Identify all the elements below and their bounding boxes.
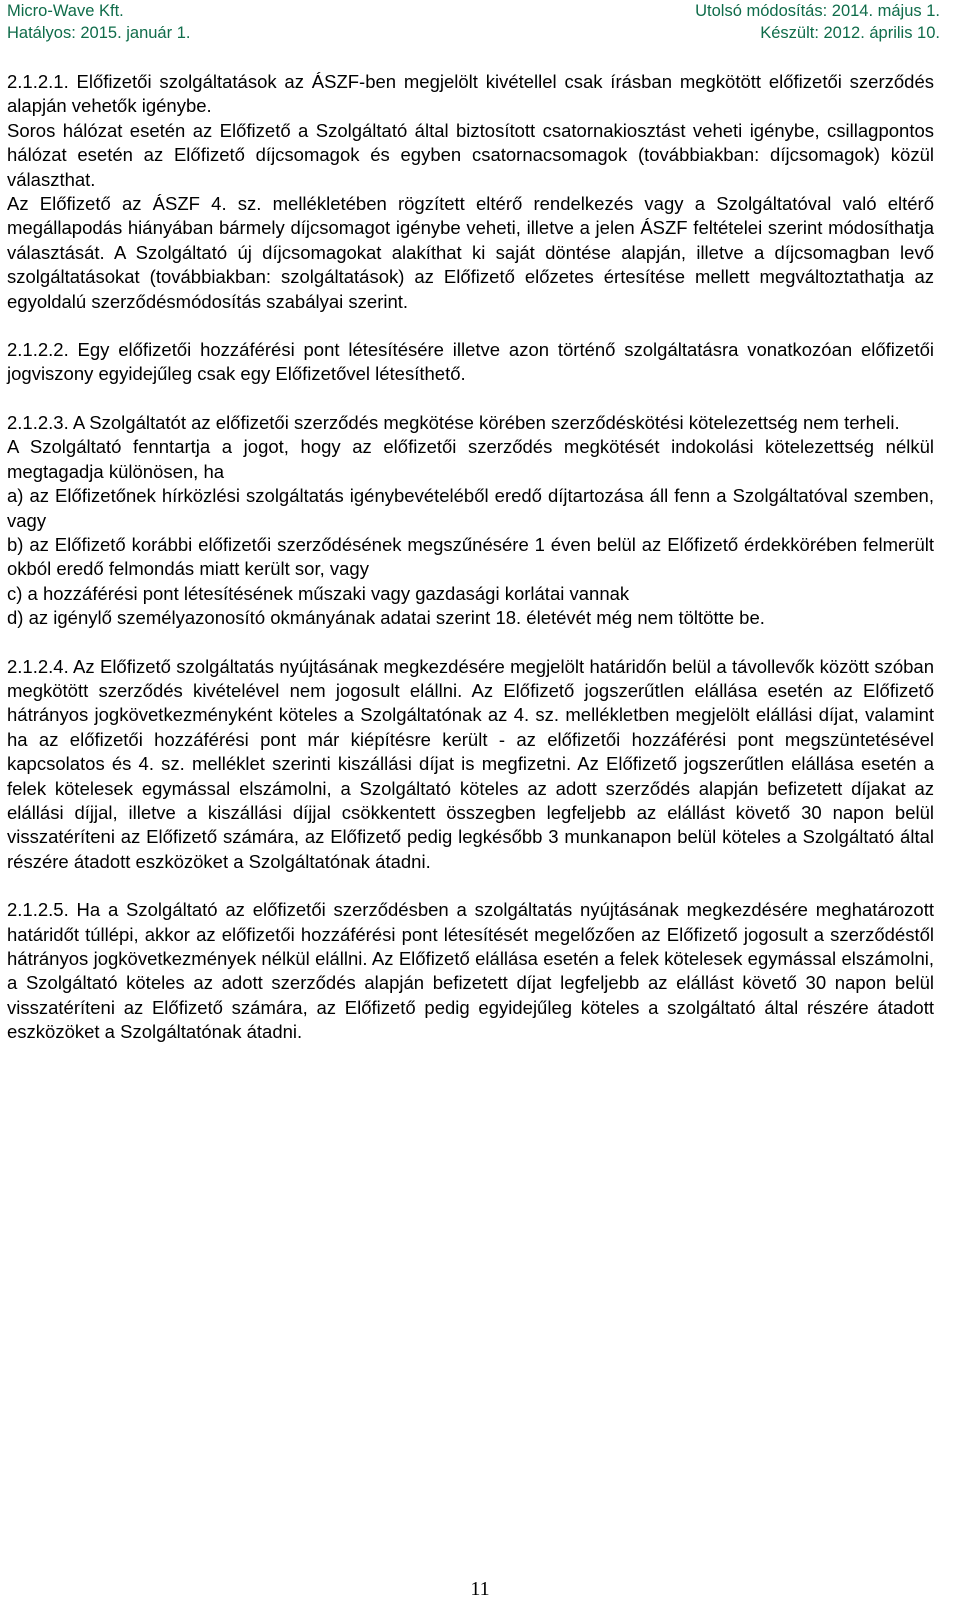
- paragraph: 2.1.2.4. Az Előfizető szolgáltatás nyújtásának megkezdésére megjelölt határidőn belül a távollevők között szóban megkötött szerződés kivételével nem jogosult elállni. Az Előfizető jogszerűtlen elállása esetén az Előfizető hátrányos jogkövetkezményként köteles a Szolgáltatónak az 4. sz. mellékletben megjelölt elállási díjat, valamint ha az előfizetői hozzáférési pont már kiépítésre került - az előfizetői hozzáférési pont megszüntetésével kapcsolatos és 4. sz. melléklet szerinti kiszállási díjat is megfizetni. Az Előfizető jogszerűtlen elállása esetén a felek kötelesek egymással elszámolni, a Szolgáltató köteles az adott szerződés alapján befizetett díjakat az elállási díjjal, illetve a kiszállási díjjal csökkentett összegben legfeljebb az elállást követő 30 napon belül visszatéríteni az Előfizető számára, az Előfizető pedig legkésőbb 3 munkanapon belül köteles a Szolgáltató által részére átadott eszközöket a Szolgáltatónak átadni.: [7, 655, 934, 872]
- company-name: Micro-Wave Kft.: [7, 2, 124, 20]
- list-item: b) az Előfizető korábbi előfizetői szerződésének megszűnésére 1 éven belül az Előfizető érdekkörében felmerült okból eredő felmondás miatt került sor, vagy: [7, 533, 934, 580]
- paragraph: Soros hálózat esetén az Előfizető a Szolgáltató által biztosított csatornakiosztást veheti igénybe, csillagpontos hálózat esetén az Előfizető díjcsomagok és egyben csatornacsomagok (továbbiakban: díjcsomagok) közül választhat.: [7, 119, 934, 190]
- document-body: [7, 70, 934, 1045]
- section-2-1-2-4: [7, 655, 934, 875]
- page-header: [7, 0, 940, 44]
- section-2-1-2-5: [7, 898, 934, 1044]
- paragraph: 2.1.2.5. Ha a Szolgáltató az előfizetői szerződésben a szolgáltatás nyújtásának megkezdésére meghatározott határidőt túllépi, akkor az előfizetői hozzáférési pont létesítését megelőzően az Előfizető jogosult a szerződéstől hátrányos jogkövetkezmények nélkül elállni. Az Előfizető elállása esetén a felek kötelesek egymással elszámolni, a Szolgáltató köteles az adott szerződés alapján befizetett díjat legfeljebb az elállást követő 30 napon belül visszatéríteni az Előfizető számára, az Előfizető pedig egyidejűleg köteles a szolgáltató által részére átadott eszközöket a Szolgáltatónak átadni.: [7, 899, 934, 1043]
- paragraph: 2.1.2.2. Egy előfizetői hozzáférési pont létesítésére illetve azon történő szolgáltatásra vonatkozóan előfizetői jogviszony egyidejűleg csak egy Előfizetővel létesíthető.: [7, 339, 934, 385]
- list-item: d) az igénylő személyazonosító okmányának adatai szerint 18. életévét még nem töltötte be.: [7, 607, 765, 629]
- header-row-2: [7, 22, 940, 44]
- header-row-1: [7, 0, 940, 22]
- paragraph: Az Előfizető az ÁSZF 4. sz. mellékletében rögzített eltérő rendelkezés vagy a Szolgáltatóval való eltérő megállapodás hiányában bármely díjcsomagot igénybe veheti, illetve a jelen ÁSZF feltételei szerint módosíthatja választását. A Szolgáltató új díjcsomagokat alakíthat ki saját döntése alapján, illetve a díjcsomagban levő szolgáltatásokat (továbbiakban: szolgáltatások) az Előfizető előzetes értesítése mellett megváltoztathatja az egyoldalú szerződésmódosítás szabályai szerint.: [7, 193, 934, 312]
- list-item: a) az Előfizetőnek hírközlési szolgáltatás igénybevételéből eredő díjtartozása áll fenn a Szolgáltatóval szemben, vagy: [7, 485, 934, 531]
- created-date: Készült: 2012. április 10.: [760, 24, 940, 42]
- list-item: c) a hozzáférési pont létesítésének műszaki vagy gazdasági korlátai vannak: [7, 582, 630, 604]
- paragraph: A Szolgáltató fenntartja a jogot, hogy az előfizetői szerződés megkötését indokolási kötelezettség nélkül megtagadja különösen, ha: [7, 436, 934, 482]
- paragraph: 2.1.2.1. Előfizetői szolgáltatások az ÁSZF-ben megjelölt kivétellel csak írásban megkötött előfizetői szerződés alapján vehetők igénybe.: [7, 71, 934, 117]
- last-modified-date: Utolsó módosítás: 2014. május 1.: [695, 2, 940, 20]
- effective-date: Hatályos: 2015. január 1.: [7, 24, 191, 42]
- section-2-1-2-1: [7, 70, 934, 314]
- page-number: 11: [470, 1578, 490, 1600]
- paragraph: 2.1.2.3. A Szolgáltatót az előfizetői szerződés megkötése körében szerződéskötési kötelezettség nem terheli.: [7, 411, 900, 433]
- section-2-1-2-2: [7, 338, 934, 387]
- section-2-1-2-3: [7, 411, 934, 631]
